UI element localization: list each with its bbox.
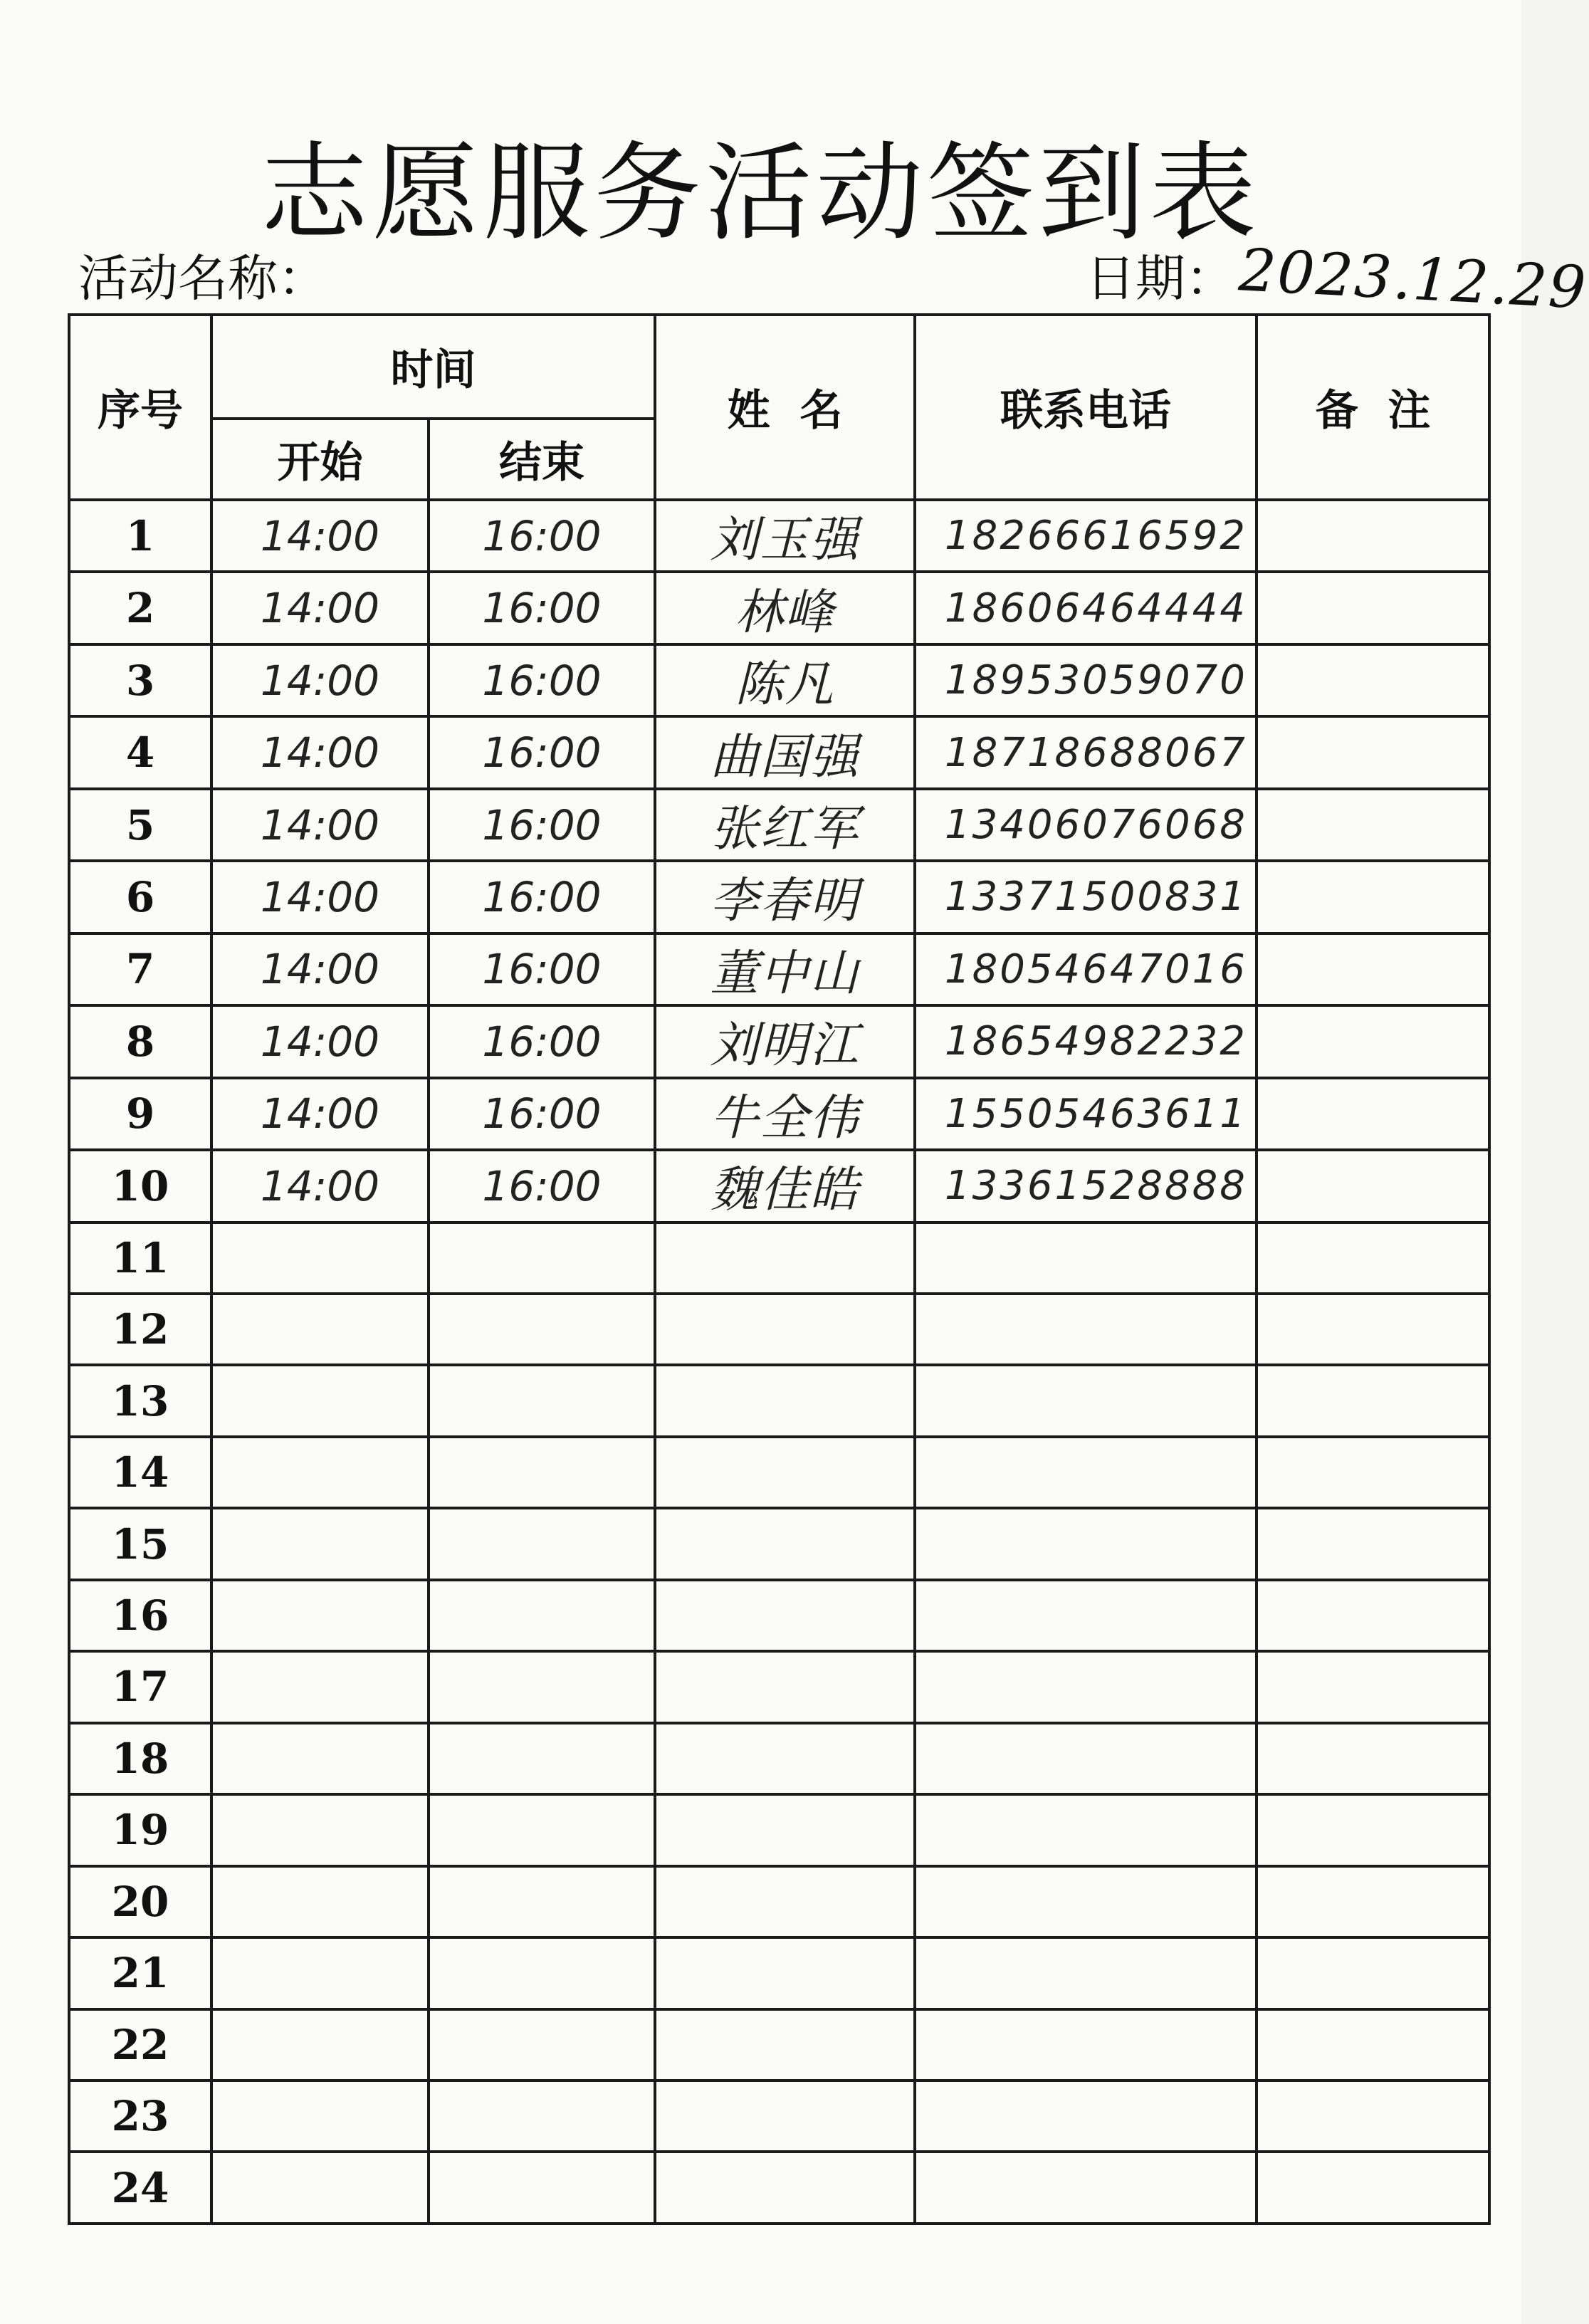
table-row [69,1150,1489,1222]
table-row [69,572,1489,644]
phone-cell: 18054647016 [915,933,1257,1005]
table-row [69,1437,1489,1508]
name-cell: 曲国强 [655,716,915,788]
row-index: 19 [69,1794,211,1865]
end-time-cell [429,1937,655,2009]
table-row [69,1937,1489,2009]
table-row [69,1365,1489,1436]
phone-cell: 18266616592 [915,500,1257,572]
remark-cell [1257,1294,1489,1365]
start-time-cell: 14:00 [211,1150,429,1222]
row-index: 20 [69,1866,211,1937]
remark-cell [1257,500,1489,572]
name-cell: 魏佳皓 [655,1150,915,1222]
name-cell [655,1651,915,1722]
start-time-cell [211,1866,429,1937]
header-phone: 联系电话 [915,315,1257,500]
remark-cell [1257,1223,1489,1294]
start-time-cell [211,1937,429,2009]
phone-cell [915,1937,1257,2009]
table-row [69,2080,1489,2152]
sign-in-table [68,313,1491,2225]
name-cell [655,2009,915,2080]
start-time-cell: 14:00 [211,500,429,572]
remark-cell [1257,2152,1489,2224]
remark-cell [1257,1508,1489,1579]
row-index: 17 [69,1651,211,1722]
phone-cell [915,2009,1257,2080]
end-time-cell [429,2080,655,2152]
row-index: 11 [69,1223,211,1294]
remark-cell [1257,1937,1489,2009]
table-row [69,644,1489,716]
table-row [69,789,1489,861]
start-time-cell [211,2080,429,2152]
end-time-cell [429,2009,655,2080]
row-index: 16 [69,1580,211,1651]
row-index: 15 [69,1508,211,1579]
row-index: 8 [69,1005,211,1077]
header-time: 时间 [211,315,655,419]
row-index: 10 [69,1150,211,1222]
name-cell: 林峰 [655,572,915,644]
phone-cell [915,1365,1257,1436]
start-time-cell [211,2152,429,2224]
end-time-cell: 16:00 [429,861,655,933]
end-time-cell: 16:00 [429,1078,655,1150]
start-time-cell [211,1223,429,1294]
start-time-cell [211,1365,429,1436]
start-time-cell [211,1794,429,1865]
phone-cell: 18606464444 [915,572,1257,644]
name-cell: 陈凡 [655,644,915,716]
end-time-cell [429,1223,655,1294]
table-row [69,2009,1489,2080]
name-cell: 牛全伟 [655,1078,915,1150]
name-cell [655,1580,915,1651]
remark-cell [1257,1437,1489,1508]
remark-cell [1257,1866,1489,1937]
start-time-cell: 14:00 [211,861,429,933]
table-row [69,1078,1489,1150]
table-row [69,1723,1489,1794]
phone-cell [915,1794,1257,1865]
name-cell [655,1723,915,1794]
remark-cell [1257,1723,1489,1794]
row-index: 3 [69,644,211,716]
name-cell [655,1866,915,1937]
row-index: 5 [69,789,211,861]
table-row [69,1005,1489,1077]
start-time-cell: 14:00 [211,716,429,788]
remark-cell [1257,1794,1489,1865]
end-time-cell: 16:00 [429,1150,655,1222]
table-row [69,1794,1489,1865]
remark-cell [1257,2080,1489,2152]
row-index: 14 [69,1437,211,1508]
start-time-cell [211,1723,429,1794]
phone-cell [915,1580,1257,1651]
phone-cell: 18654982232 [915,1005,1257,1077]
start-time-cell: 14:00 [211,572,429,644]
row-index: 22 [69,2009,211,2080]
phone-cell [915,1437,1257,1508]
row-index: 1 [69,500,211,572]
phone-cell [915,1723,1257,1794]
row-index: 6 [69,861,211,933]
remark-cell [1257,1365,1489,1436]
table-body [69,500,1489,2224]
name-cell [655,1937,915,2009]
start-time-cell [211,2009,429,2080]
end-time-cell [429,1866,655,1937]
end-time-cell [429,1294,655,1365]
name-cell [655,2080,915,2152]
remark-cell [1257,1078,1489,1150]
remark-cell [1257,716,1489,788]
remark-cell [1257,1580,1489,1651]
start-time-cell: 14:00 [211,933,429,1005]
phone-cell: 13371500831 [915,861,1257,933]
remark-cell [1257,1150,1489,1222]
phone-cell [915,1866,1257,1937]
table-row [69,1508,1489,1579]
remark-cell [1257,1651,1489,1722]
header-remark: 备 注 [1257,315,1489,500]
name-cell [655,1437,915,1508]
phone-cell: 13406076068 [915,789,1257,861]
remark-cell [1257,933,1489,1005]
end-time-cell [429,1437,655,1508]
row-index: 9 [69,1078,211,1150]
table-row [69,500,1489,572]
start-time-cell [211,1651,429,1722]
name-cell [655,1223,915,1294]
phone-cell [915,1651,1257,1722]
phone-cell: 15505463611 [915,1078,1257,1150]
row-index: 18 [69,1723,211,1794]
name-cell [655,1794,915,1865]
start-time-cell: 14:00 [211,644,429,716]
name-cell: 张红军 [655,789,915,861]
start-time-cell [211,1294,429,1365]
row-index: 13 [69,1365,211,1436]
phone-cell [915,1508,1257,1579]
row-index: 12 [69,1294,211,1365]
end-time-cell: 16:00 [429,716,655,788]
remark-cell [1257,572,1489,644]
remark-cell [1257,861,1489,933]
remark-cell [1257,2009,1489,2080]
header-name: 姓 名 [655,315,915,500]
activity-name-label: 活动名称： [78,249,327,308]
table-row [69,1223,1489,1294]
end-time-cell: 16:00 [429,789,655,861]
end-time-cell [429,2152,655,2224]
end-time-cell: 16:00 [429,933,655,1005]
table-row [69,1294,1489,1365]
row-index: 24 [69,2152,211,2224]
start-time-cell: 14:00 [211,1005,429,1077]
name-cell: 刘明江 [655,1005,915,1077]
remark-cell [1257,1005,1489,1077]
end-time-cell [429,1580,655,1651]
end-time-cell [429,1365,655,1436]
end-time-cell: 16:00 [429,500,655,572]
phone-cell [915,2080,1257,2152]
start-time-cell [211,1437,429,1508]
row-index: 23 [69,2080,211,2152]
end-time-cell: 16:00 [429,572,655,644]
date-label: 日期： [1086,249,1235,308]
name-cell: 董中山 [655,933,915,1005]
phone-cell [915,1294,1257,1365]
start-time-cell [211,1508,429,1579]
row-index: 21 [69,1937,211,2009]
name-cell [655,2152,915,2224]
name-cell: 刘玉强 [655,500,915,572]
name-cell: 李春明 [655,861,915,933]
header-start: 开始 [211,419,429,500]
end-time-cell [429,1651,655,1722]
table-row [69,2152,1489,2224]
row-index: 4 [69,716,211,788]
phone-cell: 18953059070 [915,644,1257,716]
table-row [69,861,1489,933]
phone-cell [915,2152,1257,2224]
name-cell [655,1365,915,1436]
remark-cell [1257,789,1489,861]
table-row [69,716,1489,788]
table-row [69,1651,1489,1722]
table-row [69,933,1489,1005]
table-row [69,1866,1489,1937]
phone-cell: 18718688067 [915,716,1257,788]
end-time-cell [429,1794,655,1865]
remark-cell [1257,644,1489,716]
end-time-cell [429,1508,655,1579]
phone-cell [915,1223,1257,1294]
end-time-cell: 16:00 [429,1005,655,1077]
start-time-cell [211,1580,429,1651]
row-index: 7 [69,933,211,1005]
end-time-cell [429,1723,655,1794]
header-index: 序号 [69,315,211,500]
start-time-cell: 14:00 [211,1078,429,1150]
end-time-cell: 16:00 [429,644,655,716]
date-value: 2023.12.29 [1237,236,1589,323]
name-cell [655,1508,915,1579]
start-time-cell: 14:00 [211,789,429,861]
page-title: 志愿服务活动签到表 [261,132,1261,256]
table-row [69,1580,1489,1651]
row-index: 2 [69,572,211,644]
phone-cell: 13361528888 [915,1150,1257,1222]
name-cell [655,1294,915,1365]
header-end: 结束 [429,419,655,500]
